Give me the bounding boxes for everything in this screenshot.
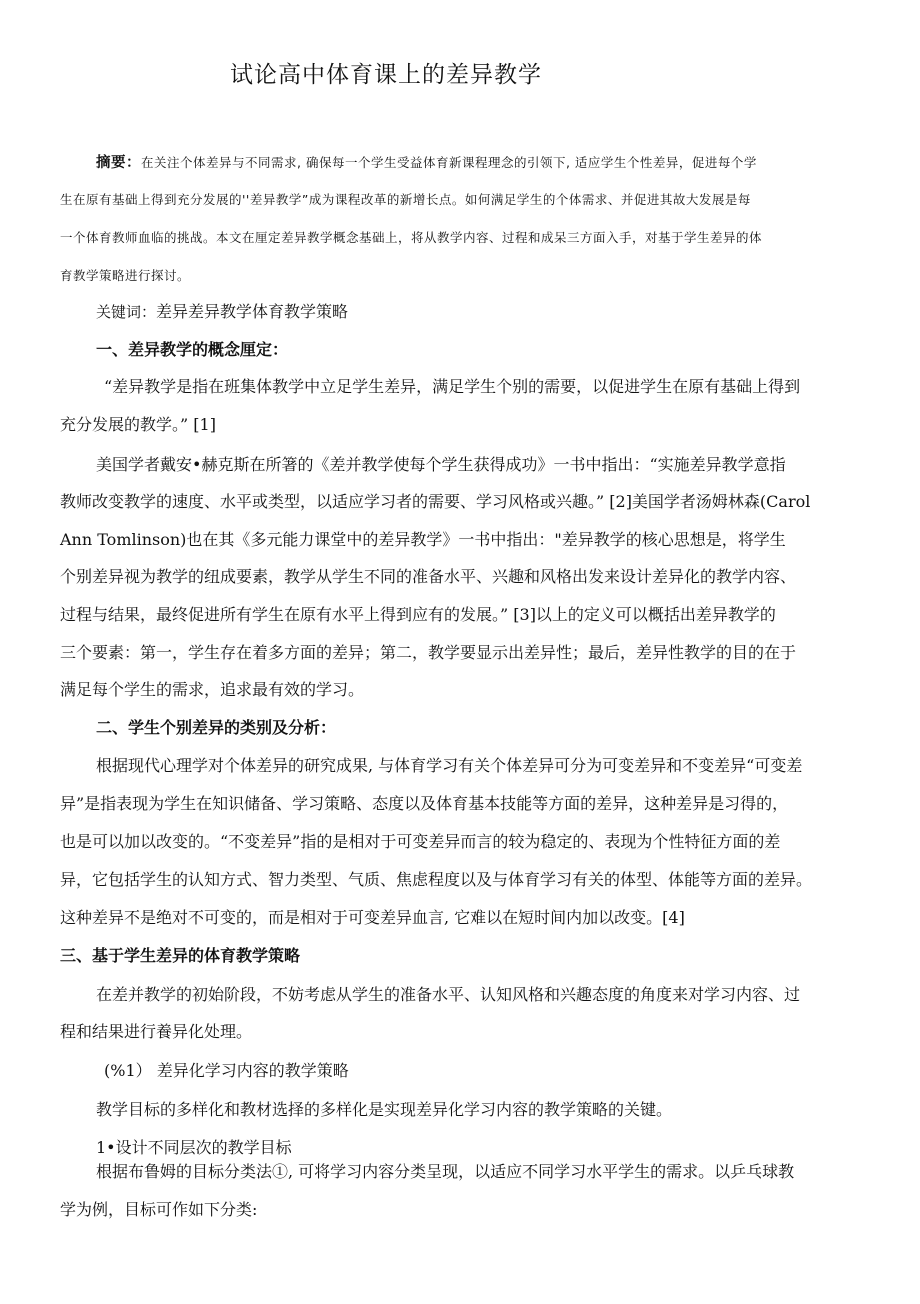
section-1-paragraph-line: Ann Tomlinson)也在其《多元能力课堂中的差异教学》一书中指出："差异教学的核心思想是，将学生 [60,530,786,549]
keywords-text: 差异差异教学体育教学策略 [156,302,349,321]
list-item-heading: 1•设计不同层次的教学目标 [96,1138,292,1157]
section-3-paragraph-line: 根据布鲁姆的目标分类法①, 可将学习内容分类呈现，以适应不同学习水平学生的需求。以乒乓球教 [96,1162,795,1181]
section-1-paragraph-line: 满足每个学生的需求，追求最有效的学习。 [60,680,365,699]
section-3-paragraph-line: 教学目标的多样化和教材选择的多样化是实现差异化学习内容的教学策略的关键。 [96,1100,673,1119]
abstract-text: 在关注个体差异与不同需求, 确保每一个学生受益体育新课程理念的引领下, 适应学生个性差异，促进每个学 [141,155,757,170]
section-1-paragraph-line: 教师改变教学的速度、水平或类型，以适应学习者的需要、学习风格或兴趣。” [2]美国学者汤姆林森(Carol [60,492,811,511]
section-2-paragraph-line: 这种差异不是绝对不可变的，而是相对于可变差异血言, 它难以在短时间内加以改变。[4] [60,908,685,927]
section-3-paragraph-line: 在差并教学的初始阶段，不妨考虑从学生的准备水平、认知风格和兴趣态度的角度来对学习内容、过 [96,985,801,1004]
section-1-paragraph-line: 三个要素：第一，学生存在着多方面的差异；第二，教学要显示出差异性；最后，差异性教学的目的在于 [60,643,797,662]
section-1-paragraph-line: 个别差异视为教学的纽成要素，教学从学生不同的准备水平、兴趣和风格出发来设计差异化的教学内容、 [60,567,797,586]
section-2-paragraph-line: 根据现代心理学对个体差异的研究成果, 与体育学习有关个体差异可分为可变差异和不变差异“可变差 [96,756,803,775]
abstract-line-3: 一个体育教师血临的挑战。本文在厘定差异教学概念基础上，将从教学内容、过程和成呆三方面入手，对基于学生差异的体 [60,230,763,245]
section-1-paragraph-line: “差异教学是指在班集体教学中立足学生差异，满足学生个别的需要，以促进学生在原有基础上得到 [104,377,801,396]
abstract-line-1 [96,153,757,173]
section-3-paragraph-line: 学为例，目标可作如下分类: [60,1200,258,1219]
keywords-label: 关键词： [96,303,157,321]
abstract-line-2: 生在原有基础上得到充分发展的''差异教学”成为课程改革的新增长点。如何满足学生的个体需求、并促进其故大发展是每 [60,192,751,207]
keywords [96,302,348,322]
section-3-paragraph-line: 程和结果进行養异化处理。 [60,1022,253,1041]
section-3-heading: 三、基于学生差异的体育教学策略 [60,946,301,965]
subsection-1-heading: (%1） 差异化学习内容的教学策略 [104,1061,349,1080]
section-1-paragraph-line: 美国学者戴安•赫克斯在所箸的《差并教学使每个学生获得成功》一书中指出：“实施差异教学意指 [96,455,786,474]
document-title: 试论高中体育课上的差异教学 [230,62,542,88]
section-1-paragraph-line: 充分发展的教学。” [1] [60,415,216,434]
section-2-heading: 二、学生个别差异的类别及分析： [96,718,337,737]
abstract-label: 摘要： [96,155,141,171]
section-2-paragraph-line: 异，它包括学生的认知方式、智力类型、气质、焦虑程度以及与体育学习有关的体型、体能等方面的差异。 [60,870,813,889]
section-1-heading: 一、差异教学的概念厘定： [96,340,289,359]
section-1-paragraph-line: 过程与结果，最终促进所有学生在原有水平上得到应有的发展。” [3]以上的定义可以概括出差异教学的 [60,605,776,624]
abstract-line-4: 育教学策略进行探讨。 [60,268,191,283]
section-2-paragraph-line: 异”是指表现为学生在知识储备、学习策略、态度以及体育基本技能等方面的差异，这种差异是习得的， [60,794,789,813]
section-2-paragraph-line: 也是可以加以改变的。“不变差异”指的是相对于可变差异而言的较为稳定的、表现为个性特征方面的差 [60,832,781,851]
